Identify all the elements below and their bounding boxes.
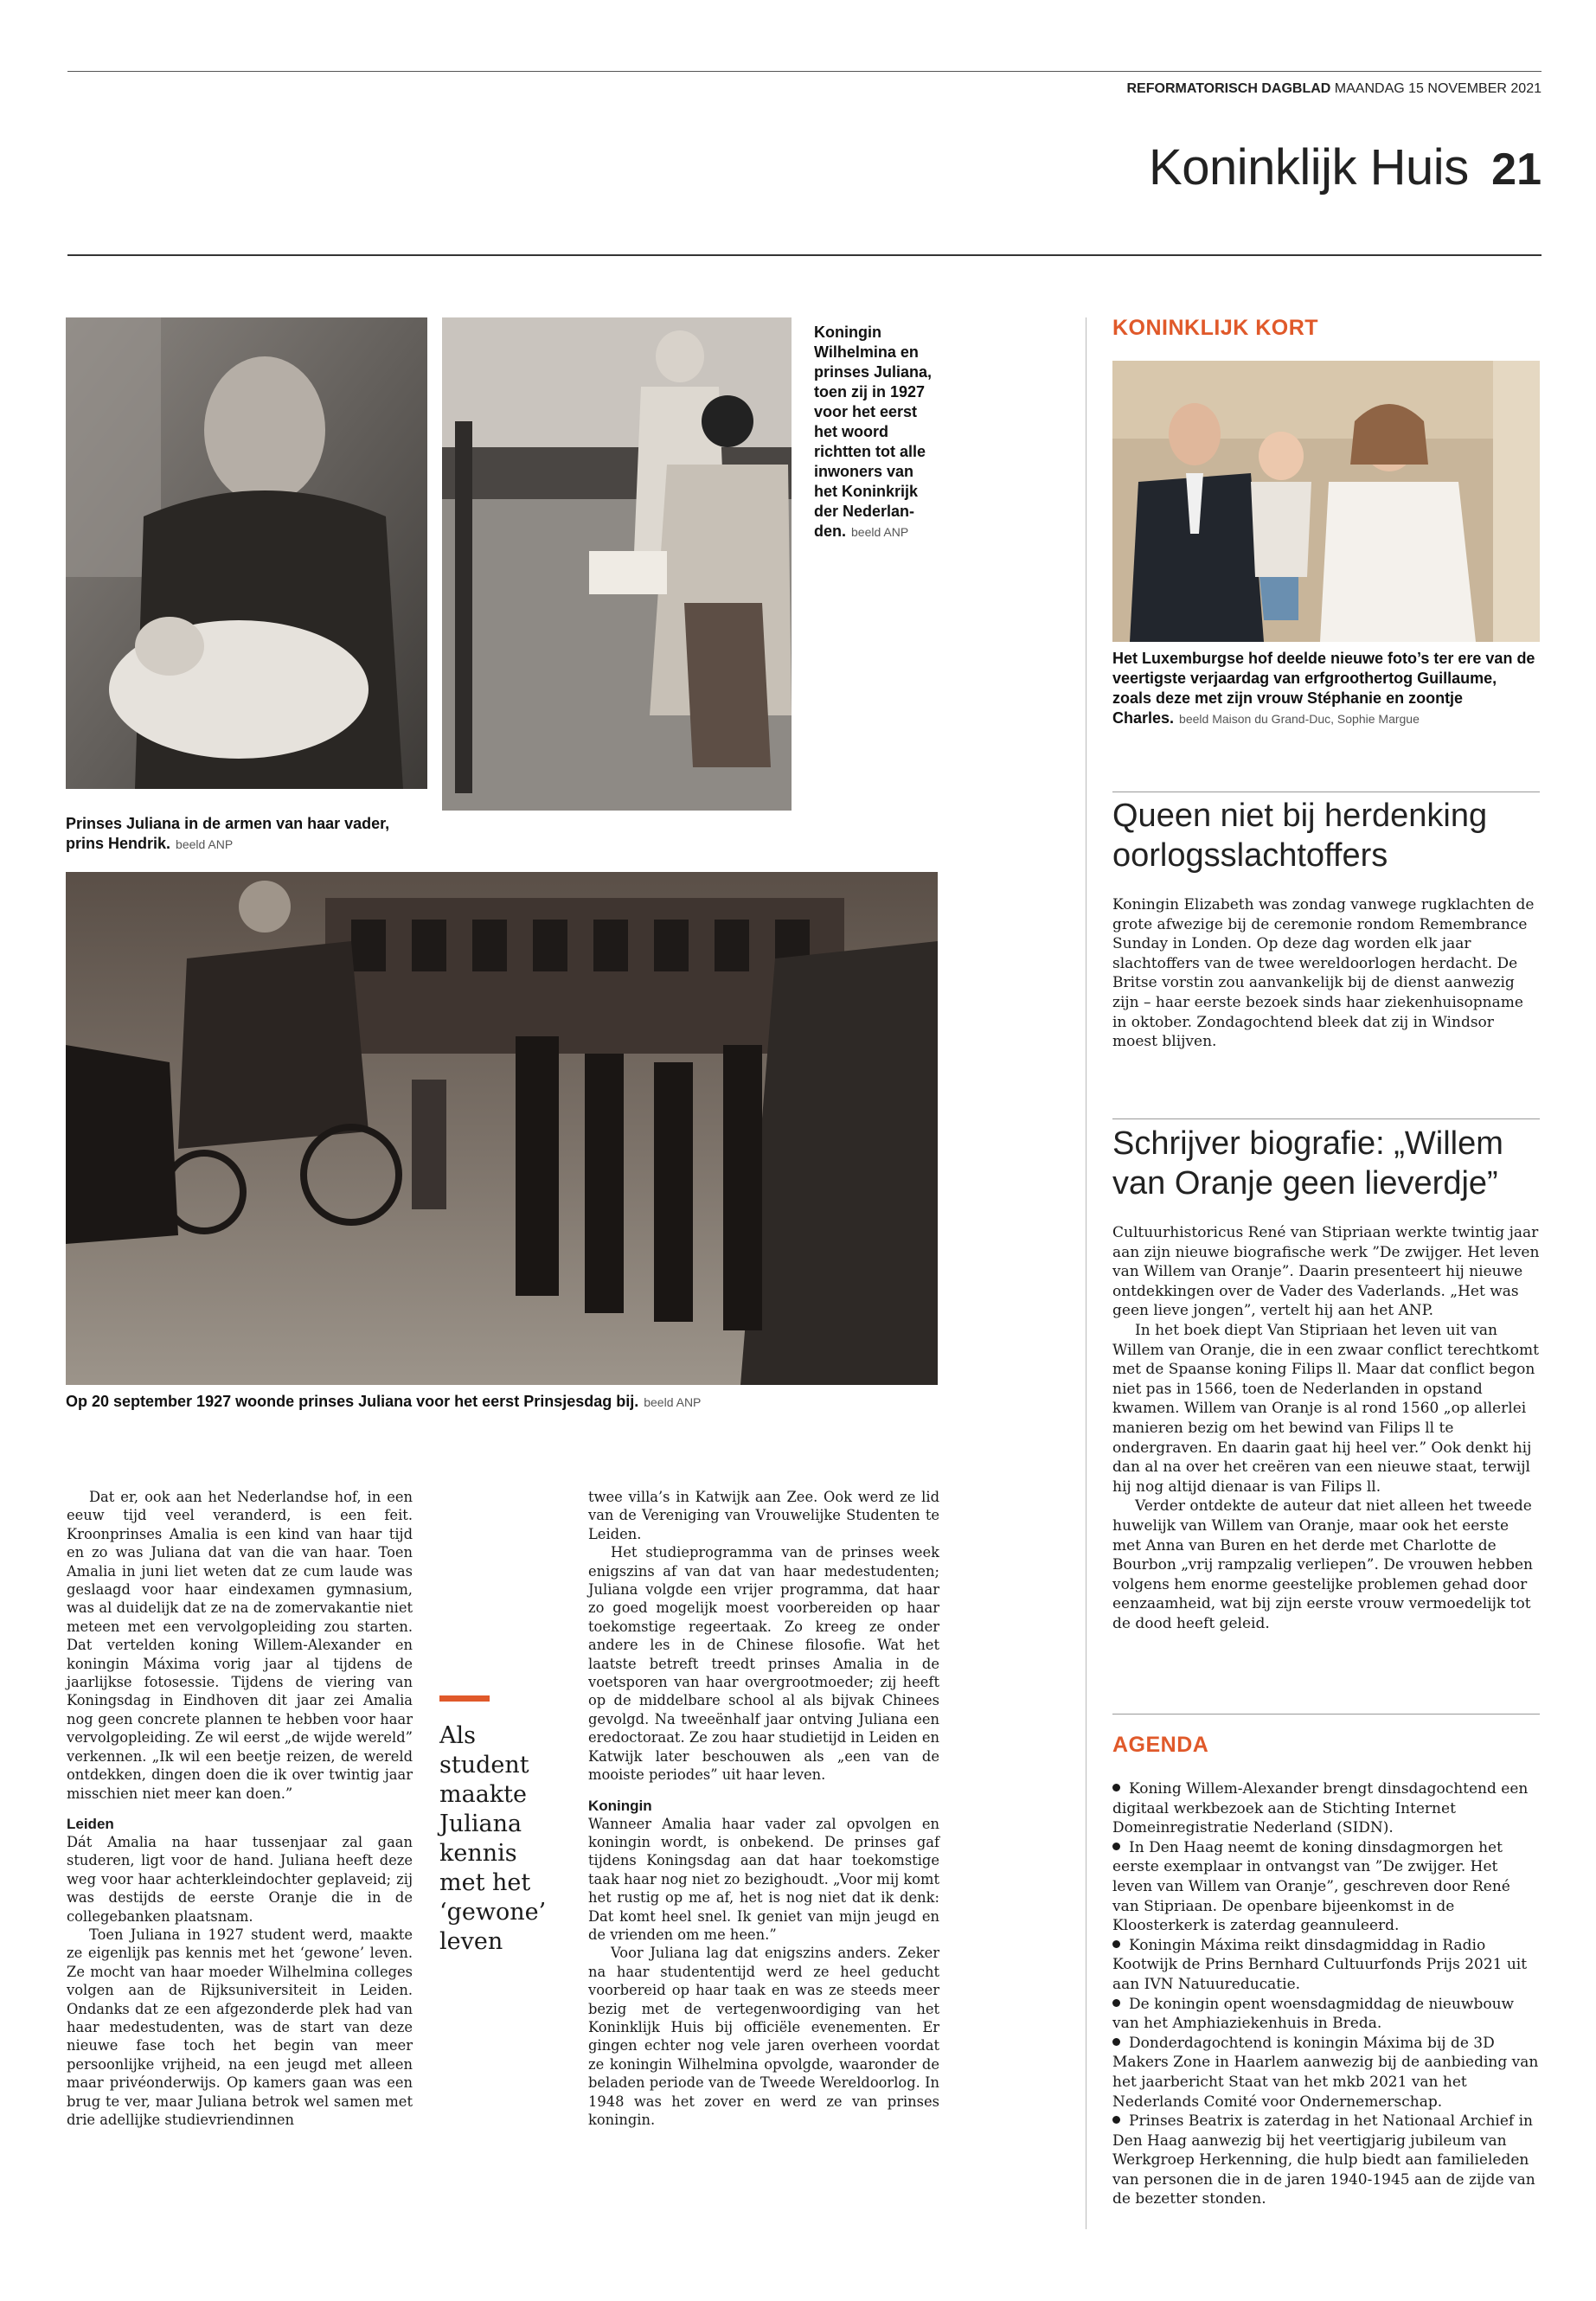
paragraph: Toen Juliana in 1927 student werd, maakte ze eigenlijk pas kennis met het ‘gewone’ leven. Ze mocht van haar moeder Wilhelmina colleges volgen aan de Rijksuniversiteit in Leiden. Ondanks dat ze een afgezonderde plek had van haar medestudenten, was de start van deze nieuwe fase toch het begin van meer persoonlijke vrijheid, na een jeugd met alleen maar privéonderwijs. Op kamers gaan was een brug te ver, maar Juliana betrok wel samen met drie adellijke studievriendinnen bbox=[67, 1926, 413, 2128]
header-rule bbox=[67, 254, 1542, 256]
queen-headline: Queen niet bij herdenking oorlogsslachtoffers bbox=[1112, 798, 1488, 874]
biography-article bbox=[1112, 1223, 1540, 1633]
photo-credit: beeld ANP bbox=[176, 837, 234, 851]
bullet-icon bbox=[1112, 2116, 1120, 2124]
subhead-koningin: Koningin bbox=[588, 1797, 652, 1814]
queen-article bbox=[1112, 895, 1540, 1052]
caption-line: het woord bbox=[814, 423, 888, 440]
subhead-leiden: Leiden bbox=[67, 1815, 114, 1832]
article-column-1 bbox=[67, 1488, 413, 2129]
agenda-item bbox=[1112, 1838, 1540, 1936]
photo-juliana-baby bbox=[66, 317, 427, 789]
caption-prinsjesdag bbox=[66, 1392, 938, 1413]
paragraph: Wanneer Amalia haar vader zal opvolgen en koningin wordt, is onbekend. De prinses gaf tijdens Koningsdag aan dat haar toekomstige taak haar nog niet zo bezighoudt. „Voor mij komt het rustig op me af, het is nog niet dat ik denk: Dat komt heel snel. Ik geniet van mijn jeugd en de vrienden om me heen.” bbox=[588, 1815, 939, 1943]
section-title: Koninklijk Huis bbox=[1149, 139, 1469, 195]
caption-line: Koningin bbox=[814, 324, 881, 341]
paper-name: REFORMATORISCH DAGBLAD bbox=[1126, 81, 1331, 96]
page-number: 21 bbox=[1491, 144, 1542, 195]
agenda-list bbox=[1112, 1779, 1540, 2209]
paragraph: Dát Amalia na haar tussenjaar zal gaan studeren, ligt voor de hand. Juliana heeft deze weg voor haar achterkleindochter geplaveid; zij was destijds de eerste Oranje die in de collegebanken plaatsnam. bbox=[67, 1833, 413, 1925]
photo-credit: beeld ANP bbox=[644, 1395, 702, 1409]
caption-line: Wilhelmina en bbox=[814, 343, 919, 361]
paragraph: Verder ontdekte de auteur dat niet alleen het tweede huwelijk van Willem van Oranje, maar ook het eerste met Anna van Buren en het derde met Charlotte de Bourbon „vrij rampzalig verliepen”. De vrouwen hebben volgens hem enorme geestelijke problemen gehad door eenzaamheid, wat bij zijn eerste vrouw vermoedelijk tot de dood heeft geleid. bbox=[1112, 1497, 1534, 1632]
photo-credit: beeld ANP bbox=[851, 525, 909, 539]
paragraph: Cultuurhistoricus René van Stipriaan werkte twintig jaar aan zijn nieuwe biografische werk ”De zwijger. Het leven van Willem van Oranje”. Daarin presenteert hij nieuwe ontdekkingen over de Vader des Vaderlands. „Het was geen lieve jongen”, vertelt hij aan het ANP. bbox=[1112, 1224, 1540, 1320]
bullet-icon bbox=[1112, 1784, 1120, 1791]
caption-line: inwoners van bbox=[814, 463, 914, 480]
caption-luxembourg bbox=[1112, 649, 1540, 729]
agenda-label: AGENDA bbox=[1112, 1733, 1209, 1757]
photo-credit: beeld Maison du Grand-Duc, Sophie Margue bbox=[1179, 712, 1420, 726]
biography-headline: Schrijver biografie: „Willem van Oranje geen lieverdje” bbox=[1112, 1125, 1503, 1202]
agenda-item bbox=[1112, 2034, 1540, 2112]
bullet-icon bbox=[1112, 1940, 1120, 1948]
agenda-item-text: Koningin Máxima reikt dinsdagmiddag in Radio Kootwijk de Prins Bernhard Cultuurfonds Prijs 2021 uit aan IVN Natuureducatie. bbox=[1112, 1936, 1528, 1993]
caption-line: der Nederlan- bbox=[814, 503, 915, 520]
paragraph: Het studieprogramma van de prinses week enigszins af van dat van haar medestudenten; Juliana volgde een vrijer programma, dat haar zo goed mogelijk moest voorbereiden op haar toekomstige regeertaak. Zo kreeg ze onder andere les in de Chinese filosofie. Wat het laatste betreft treedt prinses Amalia in de voetsporen van haar overgrootmoeder; zij heeft op de middelbare school al als bijvak Chinees gevolgd. Na tweeënhalf jaar ontving Juliana een eredoctoraat. Ze zou haar studietijd in Leiden en Katwijk later beschouwen als „een van de mooiste periodes” uit haar leven. bbox=[588, 1544, 939, 1784]
section-header bbox=[1149, 139, 1542, 195]
agenda-item-text: Donderdagochtend is koningin Máxima bij de 3D Makers Zone in Haarlem aanwezig bij de aanbieding van het jaarbericht Staat van het mkb 2021 van het Nederlands Comité voor Ondernemerschap. bbox=[1112, 2034, 1539, 2111]
masthead-line bbox=[1127, 81, 1542, 97]
caption-wilhelmina-radio bbox=[814, 323, 961, 542]
caption-line: prinses Juliana, bbox=[814, 363, 933, 381]
pull-quote-accent bbox=[439, 1695, 490, 1702]
caption-text: Op 20 september 1927 woonde prinses Juliana voor het eerst Prinsjesdag bij. bbox=[66, 1393, 639, 1410]
photo-luxembourg bbox=[1112, 361, 1540, 642]
article-column-2 bbox=[588, 1488, 939, 2129]
paragraph: Koningin Elizabeth was zondag vanwege rugklachten de grote afwezige bij de ceremonie rondom Remembrance Sunday in Londen. Op deze dag worden elk jaar slachtoffers van de twee wereldoorlogen herdacht. De Britse vorstin zou aanvankelijk bij de dienst aanwezig zijn – haar eerste bezoek sinds haar ziekenhuisopname in oktober. Zondagochtend bleek dat zij in Windsor moest blijven. bbox=[1112, 896, 1535, 1051]
agenda-item bbox=[1112, 1995, 1540, 2034]
pull-quote: Als student maakte Juliana kennis met het ‘gewone’ leven bbox=[439, 1722, 547, 1955]
paragraph: In het boek diept Van Stipriaan het leven uit van Willem van Oranje, die in een zwaar conflict terechtkomt met de Spaanse koning Filips ll. Maar dat conflict begon niet pas in 1566, toen de Nederlanden in opstand kwamen. Willem van Oranje is al rond 1560 „op allerlei manieren bezig om het bewind van Filips ll te ondergraven. En daarin gaat hij heel ver.” Ook denkt hij dan al na over het creëren van een nieuwe staat, terwijl hij nog altijd dienaar is van Filips ll. bbox=[1112, 1321, 1539, 1496]
paragraph: twee villa’s in Katwijk aan Zee. Ook werd ze lid van de Vereniging van Vrouwelijke Studenten te Leiden. bbox=[588, 1489, 939, 1542]
caption-line: den. bbox=[814, 522, 847, 540]
photo-prinsjesdag bbox=[66, 872, 938, 1385]
bullet-icon bbox=[1112, 1999, 1120, 2007]
caption-line: richtten tot alle bbox=[814, 443, 926, 460]
agenda-item-text: Koning Willem-Alexander brengt dinsdagochtend een digitaal werkbezoek aan de Stichting Internet Domeinregistratie Nederland (SIDN). bbox=[1112, 1780, 1529, 1837]
caption-text: Prinses Juliana in de armen van haar vader, prins Hendrik. bbox=[66, 815, 390, 852]
agenda-item-text: De koningin opent woensdagmiddag de nieuwbouw van het Amphiaziekenhuis in Breda. bbox=[1112, 1995, 1515, 2033]
issue-date: MAANDAG 15 NOVEMBER 2021 bbox=[1334, 81, 1542, 96]
agenda-item-text: In Den Haag neemt de koning dinsdagmorgen het eerste exemplaar in ontvangst van ”De zwijger. Het leven van Willem van Oranje”, geschreven door René van Stipriaan. De openbare bijeenkomst in de Kloosterkerk is zaterdag geannuleerd. bbox=[1112, 1838, 1510, 1935]
koninklijk-kort-label: KONINKLIJK KORT bbox=[1112, 316, 1319, 340]
paragraph: Dat er, ook aan het Nederlandse hof, in een eeuw tijd veel veranderd, is een feit. Kroonprinses Amalia is een kind van haar tijd en zo was Juliana dat van die van haar. Toen Amalia in juni liet weten dat ze cum laude was geslaagd voor haar eindexamen gymnasium, was al duidelijk dat ze na de zomervakantie niet meteen met een vervolgopleiding zou starten. Dat vertelden koning Willem-Alexander en koningin Máxima vorig jaar al tijdens de jaarlijkse fotosessie. Tijdens de viering van Koningsdag in Eindhoven dit jaar zei Amalia nog geen concrete plannen te hebben voor haar vervolgopleiding. Ze wil eerst „de wijde wereld” verkennen. „Ik wil een beetje reizen, de wereld ontdekken, dingen doen die ik over twintig jaar misschien niet meer kan doen.” bbox=[67, 1489, 413, 1802]
agenda-item bbox=[1112, 1779, 1540, 1838]
agenda-item-text: Prinses Beatrix is zaterdag in het Nationaal Archief in Den Haag aanwezig bij het veertigjarig jubileum van Werkgroep Herkenning, die hulp biedt aan familieleden van personen die in de jaren 1940-1945 aan de zijde van de bezetter stonden. bbox=[1112, 2112, 1535, 2208]
caption-text: Het Luxemburgse hof deelde nieuwe foto’s ter ere van de veertigste verjaardag van erfgroothertog Guillaume, zoals deze met zijn vrouw Stéphanie en zoontje Charles. bbox=[1112, 650, 1535, 727]
caption-line: voor het eerst bbox=[814, 403, 918, 420]
bullet-icon bbox=[1112, 2038, 1120, 2046]
top-rule bbox=[67, 71, 1542, 72]
caption-juliana-baby bbox=[66, 814, 429, 855]
sidebar-rule bbox=[1112, 1714, 1540, 1715]
caption-line: het Koninkrijk bbox=[814, 483, 919, 500]
sidebar-rule bbox=[1112, 1118, 1540, 1119]
paragraph: Voor Juliana lag dat enigszins anders. Zeker na haar studententijd werd ze heel geducht voorbereid op haar taak en was ze steeds meer bezig met de vertegenwoordiging van het Koninklijk Huis bij officiële evenementen. Er gingen echter nog vele jaren overheen voordat ze koningin Wilhelmina opvolgde, waaronder de beladen periode van de Tweede Wereldoorlog. In 1948 was het zover en werd ze van prinses koningin. bbox=[588, 1945, 939, 2128]
bullet-icon bbox=[1112, 1843, 1120, 1850]
photo-wilhelmina-radio bbox=[442, 317, 792, 811]
agenda-item bbox=[1112, 1936, 1540, 1995]
agenda-item bbox=[1112, 2112, 1540, 2209]
caption-line: toen zij in 1927 bbox=[814, 383, 926, 401]
